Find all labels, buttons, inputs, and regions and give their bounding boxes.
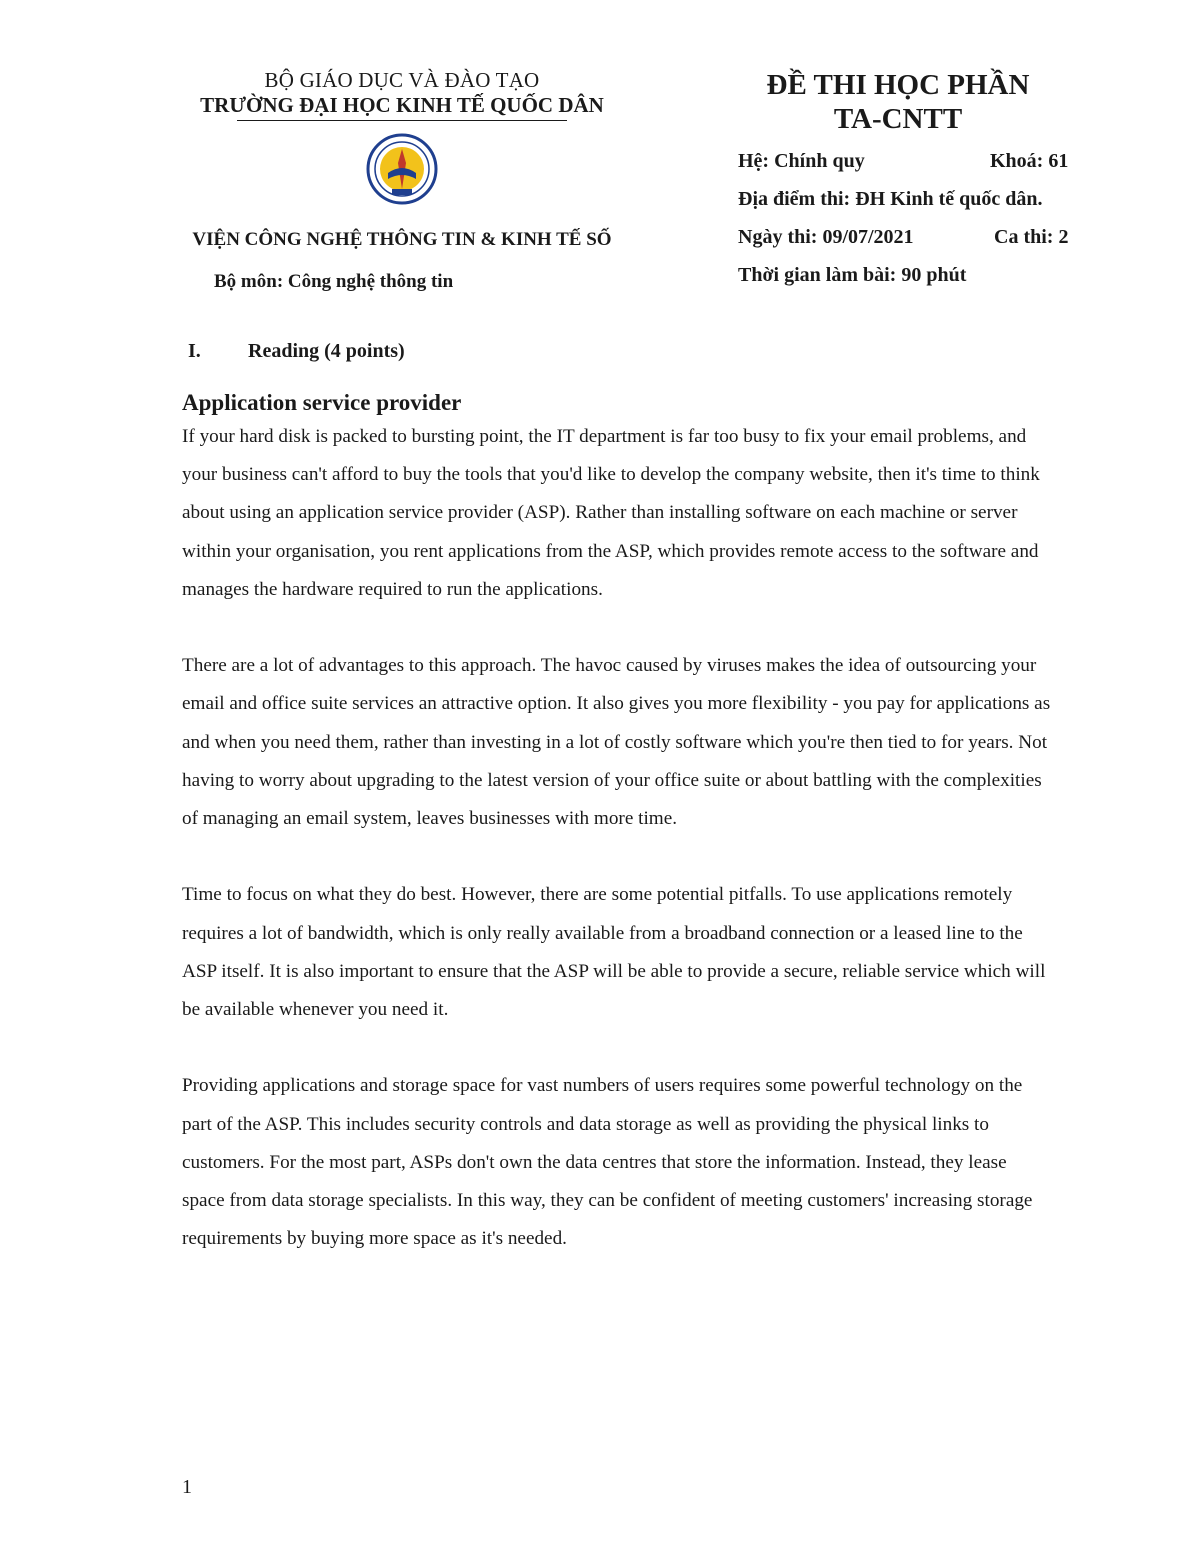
header-right [738, 68, 1078, 300]
institute-name: VIỆN CÔNG NGHỆ THÔNG TIN & KINH TẾ SỐ [192, 229, 612, 250]
shift-label: Ca thi: 2 [994, 226, 1069, 248]
duration-label: Thời gian làm bài: 90 phút [738, 264, 967, 286]
article-title: Application service provider [182, 390, 462, 415]
article-body [182, 418, 1052, 1297]
paragraph: Providing applications and storage space for vast numbers of users requires some powerful technology on the part of the ASP. This includes security controls and data storage as well as providing the physical links to customers. For the most part, ASPs don't own the data centres that store the information. Instead, they lease space from data storage specialists. In this way, they can be confident of meeting customers' increasing storage requirements by buying more space as it's needed. [182, 1075, 1033, 1250]
location-label: Địa điểm thi: ĐH Kinh tế quốc dân. [738, 188, 1043, 210]
header-left [182, 68, 622, 293]
info-row-duration [738, 262, 1078, 300]
paragraph: There are a lot of advantages to this approach. The havoc caused by viruses makes the idea of outsourcing your email and office suite services an attractive option. It also gives you more flexibility - you pay for applications as and when you need them, rather than investing in a lot of costly software which you're then tied to for years. Not having to worry about upgrading to the latest version of your office suite or about battling with the complexities of managing an email system, leaves businesses with more time. [182, 655, 1051, 830]
exam-title-line2: TA-CNTT [833, 103, 963, 135]
school-name: TRƯỜNG ĐẠI HỌC KINH TẾ QUỐC DÂN [200, 93, 604, 117]
section-number: I. [188, 340, 201, 362]
course-label: Khoá: 61 [990, 150, 1069, 172]
department-name: Bộ môn: Công nghệ thông tin [214, 271, 454, 292]
info-row-date [738, 224, 1078, 262]
school-underline [237, 120, 567, 121]
university-logo-icon [366, 133, 438, 205]
section-heading [188, 340, 405, 363]
section-title: Reading (4 points) [248, 340, 405, 362]
system-label: Hệ: Chính quy [738, 150, 865, 172]
info-row-location [738, 186, 1078, 224]
info-row-system [738, 148, 1078, 186]
paragraph: If your hard disk is packed to bursting point, the IT department is far too busy to fix your email problems, and your business can't afford to buy the tools that you'd like to develop the company website, then it's time to think about using an application service provider (ASP). Rather than installing software on each machine or server within your organisation, you rent applications from the ASP, which provides remote access to the software and manages the hardware required to run the applications. [182, 426, 1040, 600]
exam-title-line1: ĐỀ THI HỌC PHẦN [766, 69, 1030, 101]
page-number: 1 [182, 1476, 192, 1498]
ministry-name: BỘ GIÁO DỤC VÀ ĐÀO TẠO [264, 68, 540, 92]
paragraph: Time to focus on what they do best. However, there are some potential pitfalls. To use applications remotely requires a lot of bandwidth, which is only really available from a broadband connection or a leased line to the ASP itself. It is also important to ensure that the ASP will be able to provide a secure, reliable service which will be available whenever you need it. [182, 884, 1046, 1021]
date-label: Ngày thi: 09/07/2021 [738, 226, 914, 248]
